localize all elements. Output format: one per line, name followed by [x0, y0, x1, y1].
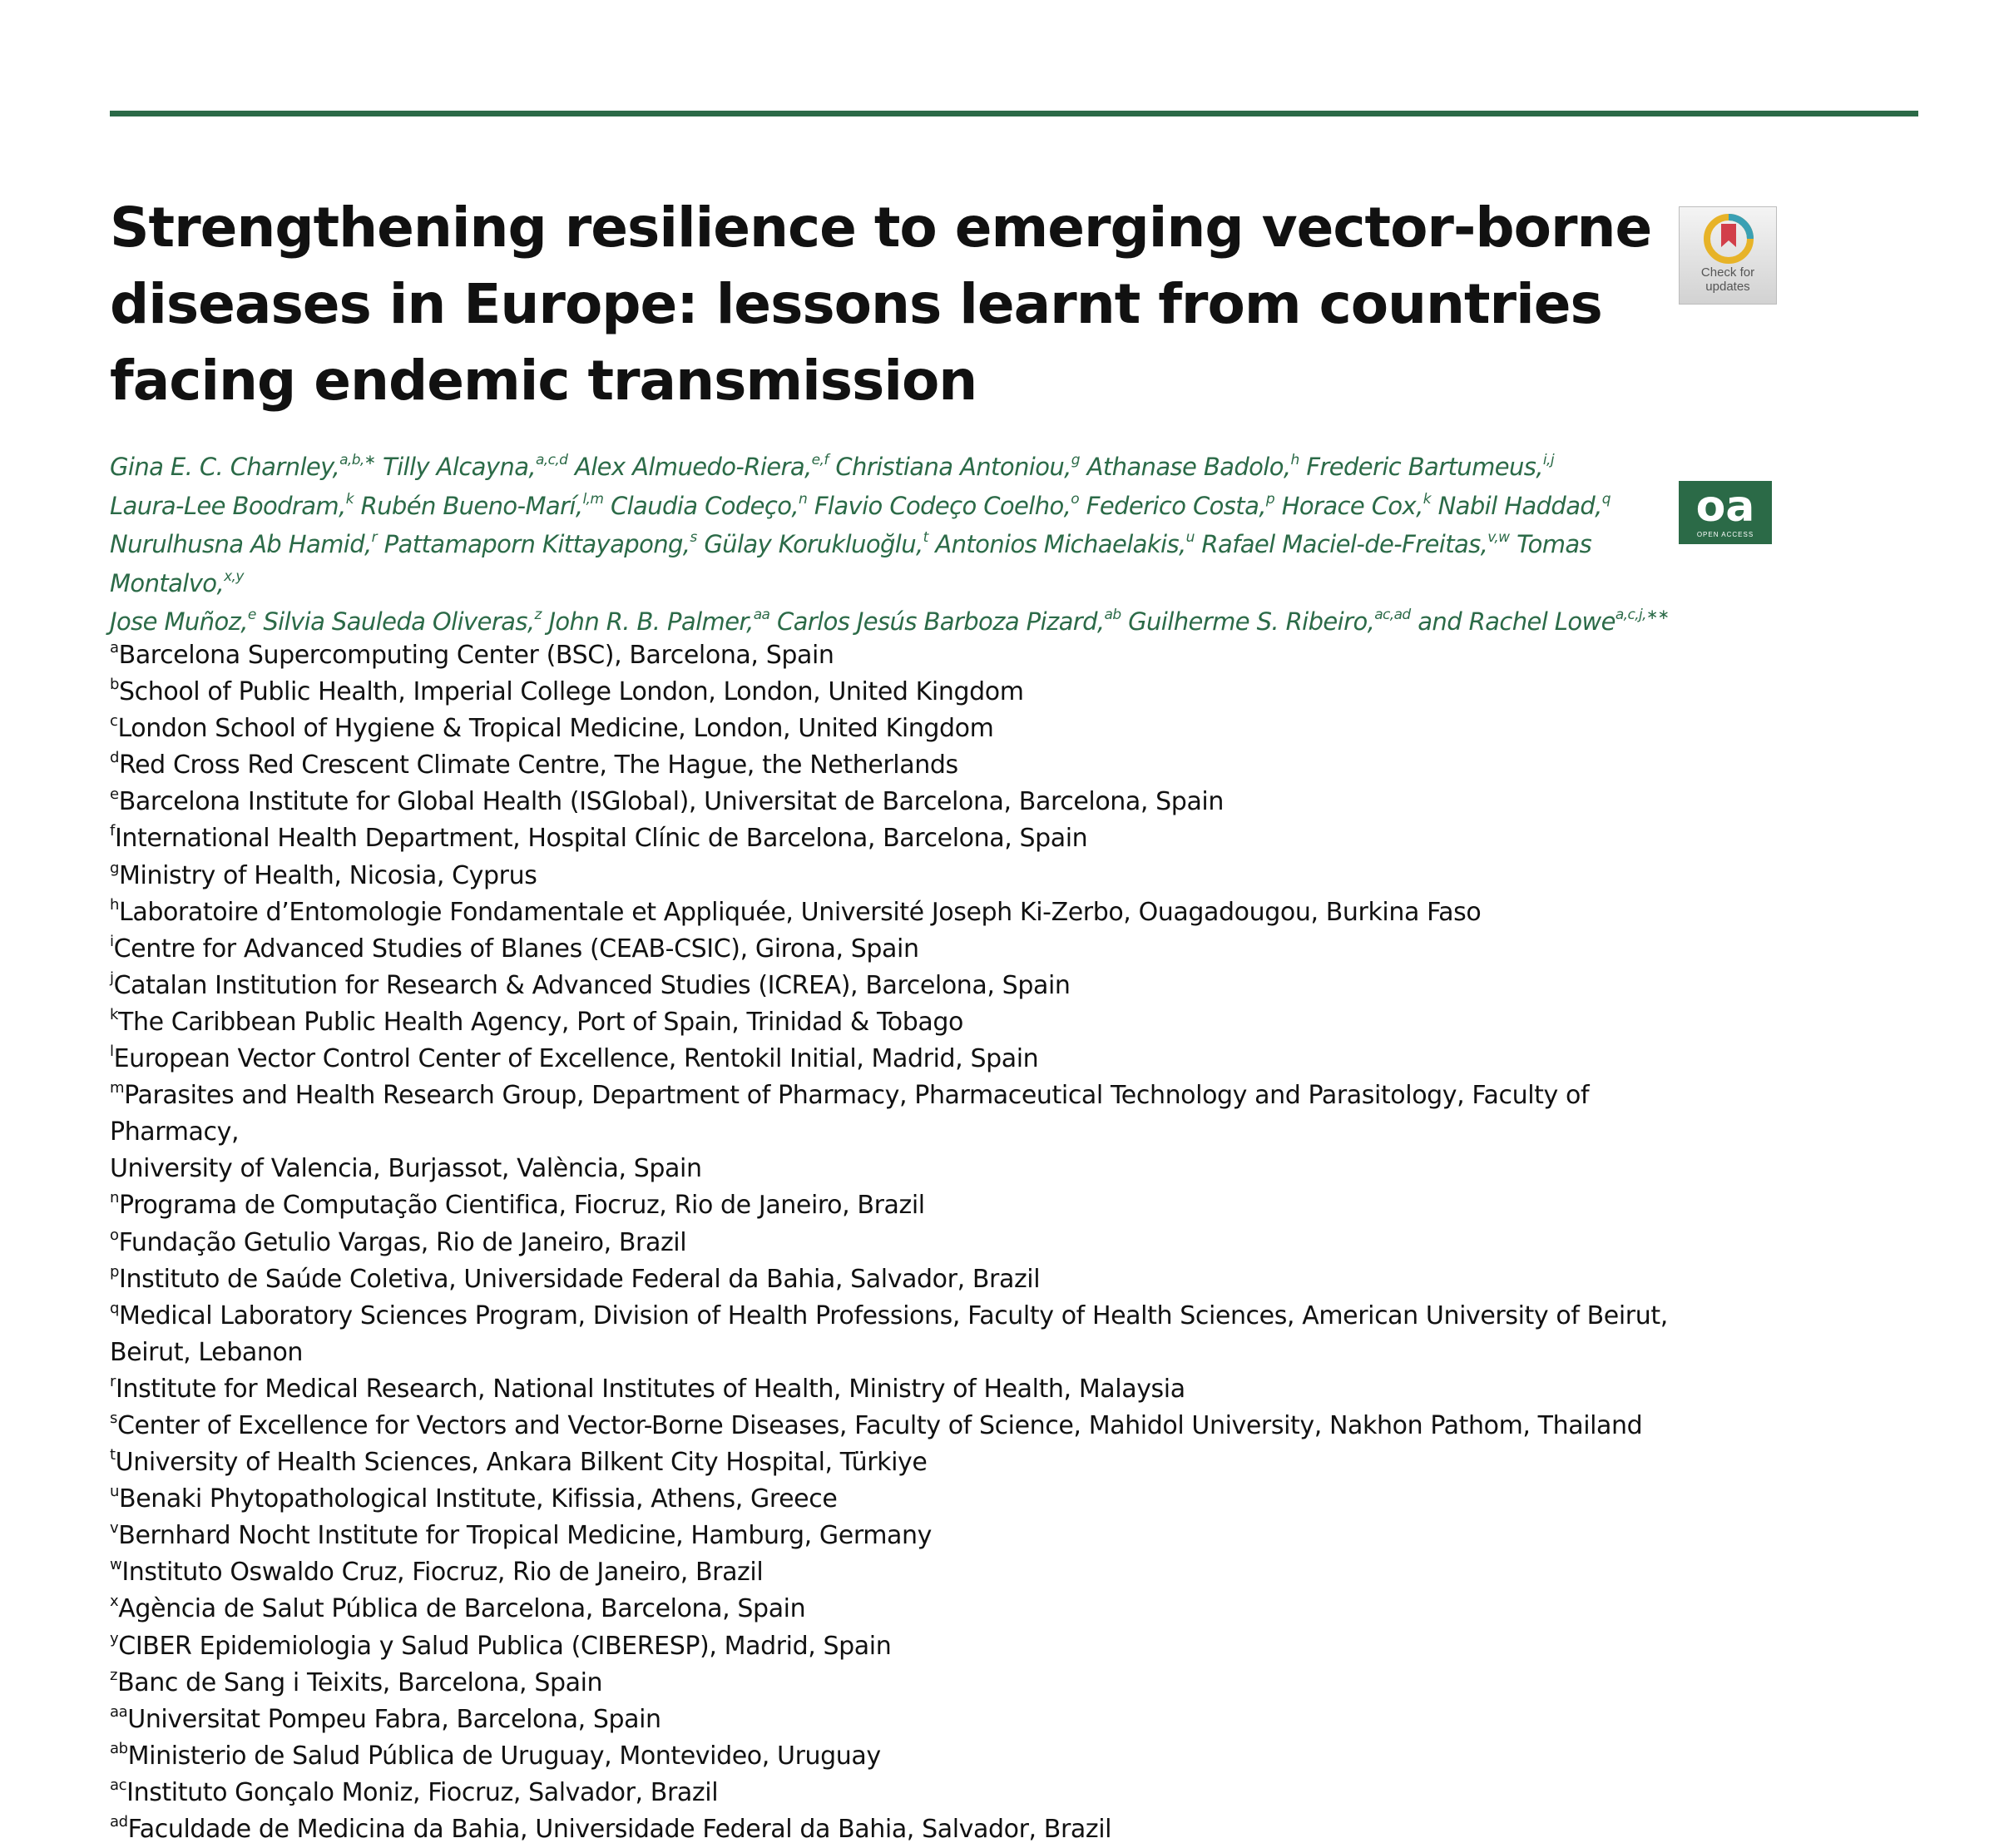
affiliation-item	[110, 1298, 1690, 1371]
author-affiliation-marks: r	[371, 529, 378, 547]
affiliation-text: Universitat Pompeu Fabra, Barcelona, Spain	[127, 1704, 661, 1734]
author-affiliation-marks: k	[345, 490, 354, 508]
author-name-text: Pattamaporn Kittayapong,	[383, 530, 690, 558]
affiliation-key: q	[110, 1299, 120, 1317]
check-for-updates-badge[interactable]	[1679, 206, 1777, 305]
author-name-text: Rubén Bueno-Marí,	[360, 491, 583, 520]
affiliation-item	[110, 1811, 1690, 1848]
author-name[interactable]	[1282, 492, 1431, 520]
affiliation-item	[110, 1041, 1690, 1078]
affiliation-text: Institute for Medical Research, National Institutes of Health, Ministry of Health, Malaysia	[116, 1374, 1185, 1404]
affiliation-key: z	[110, 1666, 118, 1684]
open-access-icon: oa	[1695, 482, 1755, 532]
affiliation-key: i	[110, 932, 114, 950]
affiliation-key: ac	[110, 1776, 127, 1794]
affiliation-text-continued: University of Valencia, Burjassot, València, Spain	[110, 1154, 702, 1184]
author-name[interactable]	[548, 607, 769, 636]
author-affiliation-marks: p	[1265, 490, 1275, 508]
affiliation-key: h	[110, 895, 120, 914]
affiliation-text: The Caribbean Public Health Agency, Port of Spain, Trinidad & Tobago	[118, 1007, 963, 1037]
author-name-text: Laura-Lee Boodram,	[110, 491, 346, 520]
author-name[interactable]	[263, 607, 541, 636]
author-name[interactable]	[110, 453, 375, 481]
affiliation-text: CIBER Epidemiologia y Salud Publica (CIBERESP), Madrid, Spain	[118, 1631, 892, 1661]
affiliation-text: Center of Excellence for Vectors and Vector-Borne Diseases, Faculty of Science, Mahidol University, Nakhon Pathom, Thailand	[116, 1410, 1643, 1440]
affiliation-item	[110, 711, 1690, 747]
author-name-text: Gina E. C. Charnley,	[110, 453, 340, 481]
author-name[interactable]	[611, 492, 807, 520]
author-affiliation-marks: k	[1423, 490, 1431, 508]
author-name-text: Claudia Codeço,	[610, 491, 799, 520]
affiliation-item	[110, 894, 1690, 931]
affiliation-text: Faculdade de Medicina da Bahia, Universidade Federal da Bahia, Salvador, Brazil	[127, 1815, 1112, 1844]
author-name-text: John R. B. Palmer,	[548, 607, 754, 636]
author-name[interactable]	[110, 530, 377, 558]
affiliation-key: o	[110, 1226, 119, 1244]
author-affiliation-marks: h	[1290, 452, 1299, 469]
affiliation-item	[110, 1371, 1690, 1408]
affiliation-item	[110, 1554, 1690, 1591]
author-name-text: Tilly Alcayna,	[382, 453, 536, 481]
author-name[interactable]	[1086, 492, 1274, 520]
check-for-updates-label: Check for updates	[1700, 265, 1755, 294]
affiliation-item	[110, 1702, 1690, 1738]
author-affiliation-marks: aa	[753, 607, 770, 624]
author-affiliation-marks: q	[1601, 490, 1611, 508]
author-affiliation-marks: g	[1071, 452, 1080, 469]
author-name[interactable]	[361, 492, 604, 520]
affiliation-text: School of Public Health, Imperial College London, London, United Kingdom	[119, 677, 1024, 707]
author-name[interactable]	[384, 530, 697, 558]
author-affiliation-marks: o	[1071, 490, 1080, 508]
author-name[interactable]	[1201, 530, 1509, 558]
affiliation-text: Barcelona Supercomputing Center (BSC), Barcelona, Spain	[118, 641, 834, 670]
affiliation-item	[110, 820, 1690, 857]
author-list	[110, 448, 1674, 642]
crossmark-icon	[1704, 214, 1754, 264]
affiliation-text: London School of Hygiene & Tropical Medicine, London, United Kingdom	[117, 714, 994, 744]
affiliation-key: e	[110, 785, 119, 804]
affiliation-key: k	[110, 1005, 119, 1023]
header-rule	[110, 111, 1918, 116]
affiliation-item	[110, 968, 1690, 1004]
author-name-text: Guilherme S. Ribeiro,	[1128, 607, 1375, 636]
affiliation-text: Centre for Advanced Studies of Blanes (CEAB-CSIC), Girona, Spain	[113, 934, 919, 964]
article-title: Strengthening resilience to emerging vector-borne diseases in Europe: lessons learnt from countries facing endemic transmission	[110, 196, 1652, 413]
author-name[interactable]	[835, 453, 1080, 481]
affiliation-key: j	[110, 969, 114, 987]
author-name[interactable]	[935, 530, 1194, 558]
affiliation-item	[110, 1078, 1690, 1187]
author-affiliation-marks: n	[799, 490, 808, 508]
affiliation-item	[110, 931, 1690, 968]
affiliation-key: c	[110, 712, 118, 731]
author-name[interactable]	[704, 530, 928, 558]
affiliation-item	[110, 1261, 1690, 1298]
author-name-text: Carlos Jesús Barboza Pizard,	[776, 607, 1105, 636]
affiliation-text: Banc de Sang i Teixits, Barcelona, Spain	[117, 1667, 603, 1697]
affiliation-item	[110, 1187, 1690, 1224]
author-name[interactable]	[1438, 492, 1611, 520]
affiliation-key: b	[110, 676, 120, 694]
author-affiliation-marks: l,m	[582, 490, 604, 508]
author-name-text: Federico Costa,	[1086, 491, 1266, 520]
affiliation-text: Benaki Phytopathological Institute, Kifissia, Athens, Greece	[119, 1484, 838, 1514]
affiliation-key: t	[110, 1446, 116, 1464]
author-name-text: Rafael Maciel-de-Freitas,	[1201, 530, 1488, 558]
affiliation-item	[110, 1408, 1690, 1444]
author-name-text: Tomas Montalvo,	[110, 530, 1592, 597]
affiliation-text: Instituto Oswaldo Cruz, Fiocruz, Rio de Janeiro, Brazil	[121, 1558, 764, 1588]
affiliation-item	[110, 1481, 1690, 1518]
affiliation-item	[110, 1518, 1690, 1554]
author-name[interactable]	[777, 607, 1121, 636]
affiliation-text: Agència de Salut Pública de Barcelona, Barcelona, Spain	[118, 1594, 806, 1624]
author-name[interactable]	[575, 453, 829, 481]
author-name[interactable]	[110, 607, 256, 636]
author-name-text: Flavio Codeço Coelho,	[814, 491, 1071, 520]
affiliation-item	[110, 1775, 1690, 1811]
affiliation-item	[110, 674, 1690, 711]
affiliation-key: ad	[110, 1813, 128, 1831]
author-name-text: Jose Muñoz,	[110, 607, 248, 636]
author-affiliation-marks: z	[534, 607, 542, 624]
affiliation-key: s	[110, 1409, 117, 1427]
affiliation-key: u	[110, 1483, 120, 1501]
author-name-text: Nabil Haddad,	[1437, 491, 1602, 520]
affiliation-text: Medical Laboratory Sciences Program, Division of Health Professions, Faculty of Health Sciences, American University of Beirut, Beirut, Lebanon	[110, 1301, 1668, 1367]
affiliation-key: d	[110, 749, 120, 767]
affiliation-key: n	[110, 1189, 120, 1207]
affiliation-item	[110, 1628, 1690, 1665]
affiliation-item	[110, 1444, 1690, 1481]
author-affiliation-marks: a,b,∗	[339, 452, 376, 469]
affiliation-key: g	[110, 859, 120, 877]
author-name-text: and Rachel Lowe	[1418, 607, 1615, 636]
affiliation-text: International Health Department, Hospital Clínic de Barcelona, Barcelona, Spain	[114, 824, 1088, 854]
affiliation-text: Parasites and Health Research Group, Department of Pharmacy, Pharmaceutical Technology and Parasitology, Faculty of Pharmacy,	[110, 1081, 1590, 1147]
affiliation-item	[110, 747, 1690, 784]
affiliation-text: European Vector Control Center of Excellence, Rentokil Initial, Madrid, Spain	[113, 1044, 1039, 1074]
author-name-text: Athanase Badolo,	[1086, 453, 1291, 481]
affiliation-text: Catalan Institution for Research & Advanced Studies (ICREA), Barcelona, Spain	[113, 970, 1071, 1000]
author-name[interactable]	[110, 492, 354, 520]
author-affiliation-marks: a,c,j,∗∗	[1615, 607, 1670, 624]
affiliation-key: ab	[110, 1739, 128, 1757]
author-name-text: Silvia Sauleda Oliveras,	[263, 607, 535, 636]
affiliation-key: w	[110, 1556, 122, 1574]
affiliation-text: University of Health Sciences, Ankara Bilkent City Hospital, Türkiye	[115, 1448, 928, 1478]
affiliation-text: Instituto de Saúde Coletiva, Universidade Federal da Bahia, Salvador, Brazil	[119, 1264, 1041, 1294]
open-access-label: OPEN ACCESS	[1696, 531, 1754, 538]
author-name-text: Frederic Bartumeus,	[1306, 453, 1543, 481]
author-affiliation-marks: a,c,d	[535, 452, 568, 469]
affiliation-key: r	[110, 1372, 116, 1390]
affiliation-key: v	[110, 1519, 119, 1538]
author-name-text: Gülay Korukluoğlu,	[704, 530, 923, 558]
author-affiliation-marks: x,y	[224, 567, 244, 585]
affiliation-item	[110, 1004, 1690, 1041]
author-name-text: Nurulhusna Ab Hamid,	[110, 530, 372, 558]
affiliation-key: p	[110, 1262, 120, 1281]
open-access-badge[interactable]	[1679, 481, 1772, 544]
author-name[interactable]	[1087, 453, 1299, 481]
affiliation-item	[110, 1738, 1690, 1775]
affiliation-text: Programa de Computação Cientifica, Fiocruz, Rio de Janeiro, Brazil	[119, 1191, 925, 1221]
affiliation-item	[110, 1665, 1690, 1702]
author-affiliation-marks: u	[1185, 529, 1195, 547]
affiliation-key: a	[110, 639, 119, 656]
affiliation-key: y	[110, 1629, 119, 1647]
affiliation-list	[110, 637, 1690, 1848]
author-affiliation-marks: s	[690, 529, 697, 547]
author-affiliation-marks: ab	[1104, 607, 1121, 624]
affiliation-text: Ministerio de Salud Pública de Uruguay, Montevideo, Uruguay	[127, 1741, 881, 1771]
author-affiliation-marks: i,j	[1542, 452, 1554, 469]
affiliation-item	[110, 1225, 1690, 1261]
author-name[interactable]	[1128, 607, 1410, 636]
author-affiliation-marks: e	[247, 607, 256, 624]
affiliation-text: Instituto Gonçalo Moniz, Fiocruz, Salvador, Brazil	[126, 1777, 719, 1807]
author-name-text: Horace Cox,	[1281, 491, 1423, 520]
affiliation-item	[110, 1591, 1690, 1628]
affiliation-key: x	[110, 1593, 119, 1611]
author-name[interactable]	[1418, 607, 1669, 636]
author-affiliation-marks: e,f	[811, 452, 829, 469]
author-name-text: Antonios Michaelakis,	[935, 530, 1186, 558]
affiliation-text: Red Cross Red Crescent Climate Centre, The Hague, the Netherlands	[119, 751, 958, 780]
affiliation-text: Ministry of Health, Nicosia, Cyprus	[119, 860, 537, 890]
author-affiliation-marks: ac,ad	[1374, 607, 1411, 624]
author-name-text: Christiana Antoniou,	[835, 453, 1071, 481]
affiliation-item	[110, 858, 1690, 894]
affiliation-item	[110, 637, 1690, 674]
author-affiliation-marks: t	[923, 529, 928, 547]
affiliation-key: aa	[110, 1702, 128, 1721]
affiliation-text: Fundação Getulio Vargas, Rio de Janeiro, Brazil	[118, 1227, 687, 1257]
author-affiliation-marks: v,w	[1487, 529, 1510, 547]
affiliation-text: Bernhard Nocht Institute for Tropical Medicine, Hamburg, Germany	[118, 1521, 933, 1551]
author-name[interactable]	[1306, 453, 1554, 481]
affiliation-key: l	[110, 1043, 114, 1061]
author-name[interactable]	[814, 492, 1079, 520]
affiliation-key: m	[110, 1079, 125, 1097]
affiliation-item	[110, 784, 1690, 820]
affiliation-text: Laboratoire d’Entomologie Fondamentale et Appliquée, Université Joseph Ki-Zerbo, Ouagadougou, Burkina Faso	[119, 897, 1482, 927]
author-name-text: Alex Almuedo-Riera,	[574, 453, 812, 481]
affiliation-text: Barcelona Institute for Global Health (ISGlobal), Universitat de Barcelona, Barcelona, Spain	[118, 787, 1224, 817]
affiliation-key: f	[110, 822, 115, 840]
author-name[interactable]	[383, 453, 567, 481]
